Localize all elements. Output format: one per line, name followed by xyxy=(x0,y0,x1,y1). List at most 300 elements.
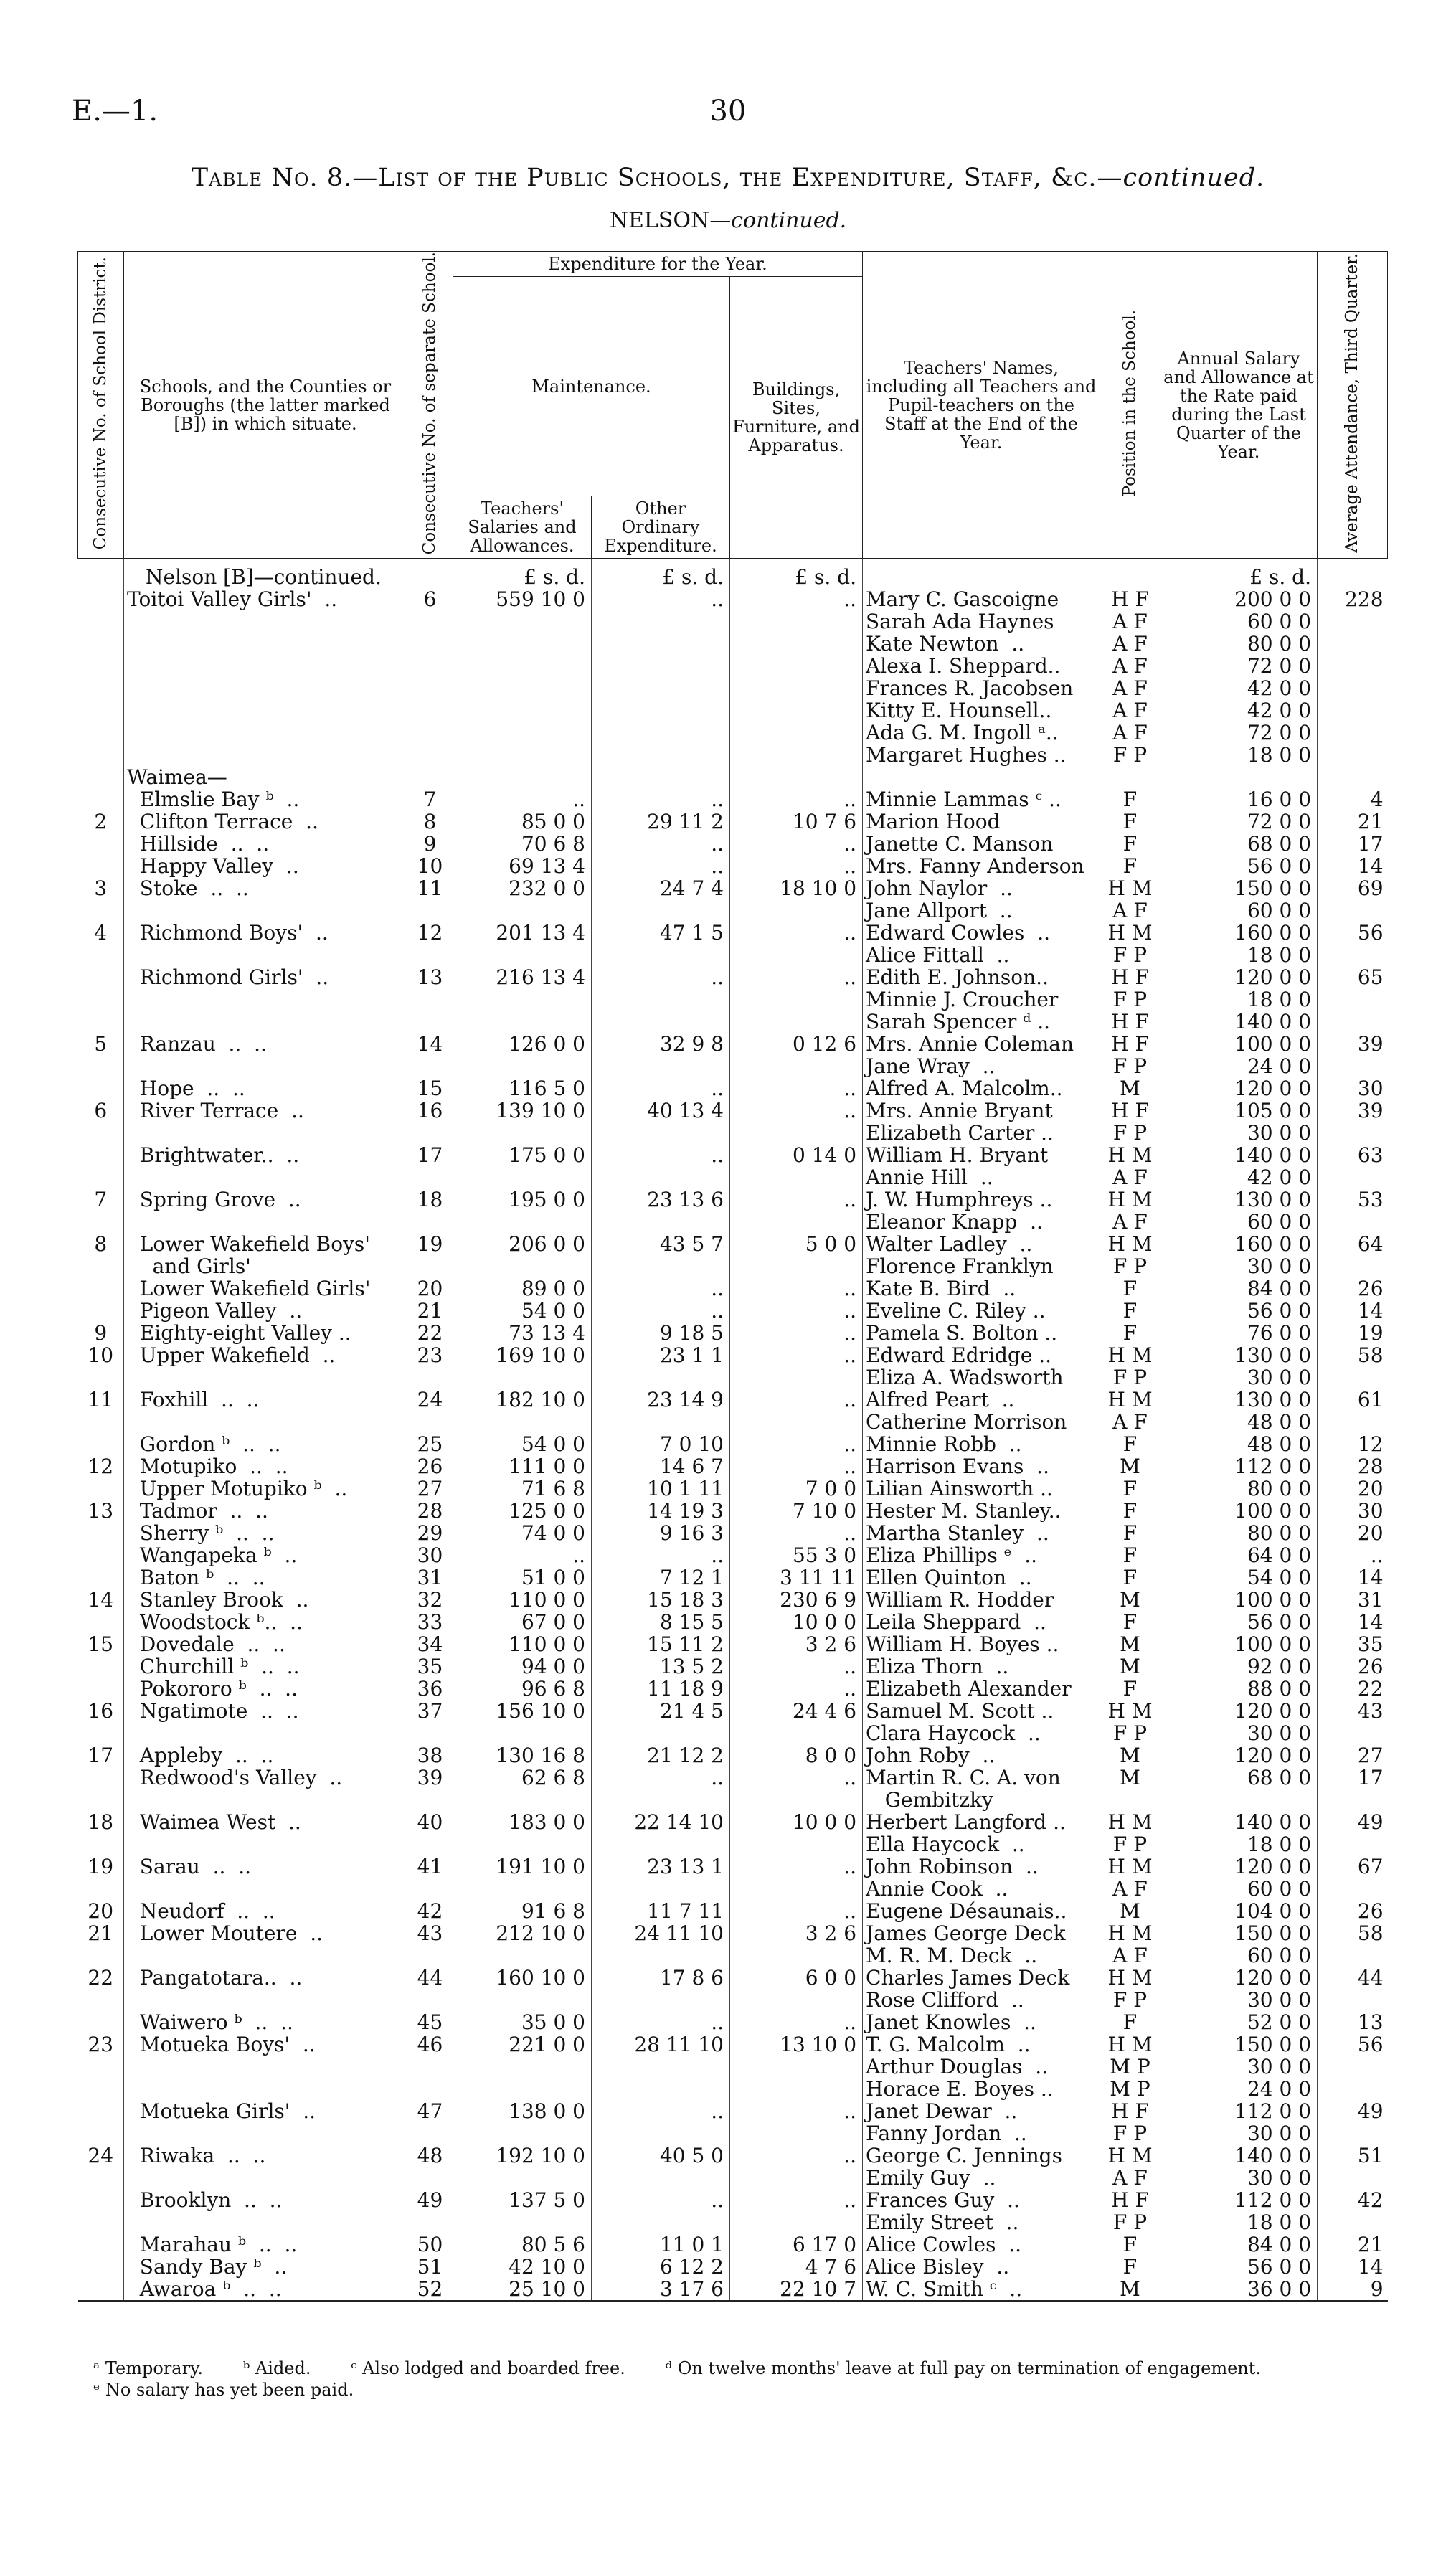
annual-salary: 100 0 0 xyxy=(1160,1633,1318,1655)
buildings: 3 2 6 xyxy=(730,1633,863,1655)
position: F P xyxy=(1100,1722,1160,1744)
district-no: 12 xyxy=(88,1455,114,1478)
school-no: 14 xyxy=(407,1033,453,1055)
salaries xyxy=(453,1122,592,1144)
buildings: 10 0 0 xyxy=(730,1811,863,1833)
school-name: Motueka Girls' .. xyxy=(124,2100,407,2122)
table-row xyxy=(78,1922,1388,1944)
school-no xyxy=(407,677,453,699)
district-suffix: continued. xyxy=(731,208,847,233)
annual-salary: 120 0 0 xyxy=(1160,1855,1318,1878)
annual-salary: 140 0 0 xyxy=(1160,1811,1318,1833)
buildings: .. xyxy=(730,2100,863,2122)
other-expenditure: .. xyxy=(592,2100,730,2122)
attendance xyxy=(1318,988,1388,1011)
annual-salary: 130 0 0 xyxy=(1160,1188,1318,1211)
buildings: 24 4 6 xyxy=(730,1700,863,1722)
district-no xyxy=(78,2167,124,2189)
position: H M xyxy=(1100,1389,1160,1411)
position: F P xyxy=(1100,1366,1160,1389)
position: F xyxy=(1100,1611,1160,1633)
other-expenditure: 15 18 3 xyxy=(592,1589,730,1611)
table-row xyxy=(78,1722,1388,1744)
school-name: Foxhill .. .. xyxy=(124,1389,407,1411)
table-row xyxy=(78,1700,1388,1722)
salaries: 130 16 8 xyxy=(453,1744,592,1767)
buildings: 0 12 6 xyxy=(730,1033,863,1055)
buildings: .. xyxy=(730,855,863,877)
annual-salary xyxy=(1160,766,1318,788)
school-no: 47 xyxy=(407,2100,453,2122)
school-no xyxy=(407,2078,453,2100)
table-row xyxy=(78,1655,1388,1678)
district-no: 2 xyxy=(94,810,108,833)
school-name xyxy=(124,722,407,744)
annual-salary: 100 0 0 xyxy=(1160,1033,1318,1055)
school-name: Lower Wakefield Boys' xyxy=(124,1233,407,1255)
caption-main: List of the Public Schools, the Expenditure, Staff, &c.— xyxy=(378,164,1123,192)
annual-salary: 68 0 0 xyxy=(1160,1767,1318,1789)
teacher-name: Alice Bisley .. xyxy=(863,2256,1100,2278)
buildings: 230 6 9 xyxy=(730,1589,863,1611)
school-name: Appleby .. .. xyxy=(124,1744,407,1767)
table-row xyxy=(78,699,1388,722)
teacher-name: William H. Bryant xyxy=(863,1144,1100,1166)
other-expenditure xyxy=(592,744,730,766)
teacher-name: Mrs. Annie Bryant xyxy=(863,1099,1100,1122)
buildings: 3 2 6 xyxy=(730,1922,863,1944)
teacher-name: Samuel M. Scott .. xyxy=(863,1700,1100,1722)
district-no xyxy=(78,1833,124,1855)
school-name xyxy=(124,699,407,722)
other-expenditure: .. xyxy=(592,2189,730,2211)
salaries xyxy=(453,1833,592,1855)
attendance xyxy=(1318,899,1388,922)
page-header xyxy=(72,95,1384,138)
table-row xyxy=(78,899,1388,922)
position: F P xyxy=(1100,1055,1160,1077)
teacher-name: Margaret Hughes .. xyxy=(863,744,1100,766)
col-maintenance: Maintenance. xyxy=(453,277,730,496)
school-name: Ranzau .. .. xyxy=(124,1033,407,1055)
annual-salary: 18 0 0 xyxy=(1160,1833,1318,1855)
teacher-name: Harrison Evans .. xyxy=(863,1455,1100,1477)
teacher-name: Jane Allport .. xyxy=(863,899,1100,922)
position: H M xyxy=(1100,1233,1160,1255)
teacher-name: Horace E. Boyes .. xyxy=(863,2078,1100,2100)
table-row xyxy=(78,1611,1388,1633)
annual-salary: 48 0 0 xyxy=(1160,1433,1318,1455)
other-expenditure xyxy=(592,1366,730,1389)
other-expenditure: .. xyxy=(592,1077,730,1099)
other-expenditure: 7 0 10 xyxy=(592,1433,730,1455)
annual-salary: 30 0 0 xyxy=(1160,1989,1318,2011)
school-name xyxy=(124,744,407,766)
teacher-name: Sarah Spencer ᵈ .. xyxy=(863,1011,1100,1033)
buildings xyxy=(730,744,863,766)
buildings xyxy=(730,1211,863,1233)
salaries: 70 6 8 xyxy=(453,833,592,855)
school-no: 42 xyxy=(407,1900,453,1922)
district-no xyxy=(78,1211,124,1233)
attendance: 43 xyxy=(1318,1700,1388,1722)
annual-salary: 72 0 0 xyxy=(1160,722,1318,744)
teacher-name: Rose Clifford .. xyxy=(863,1989,1100,2011)
school-name xyxy=(124,1722,407,1744)
buildings: .. xyxy=(730,1433,863,1455)
school-no: 48 xyxy=(407,2144,453,2167)
other-expenditure: .. xyxy=(592,1144,730,1166)
annual-salary: 150 0 0 xyxy=(1160,2033,1318,2056)
col-position: Position in the School. xyxy=(1100,251,1160,559)
other-expenditure xyxy=(592,655,730,677)
attendance xyxy=(1318,1166,1388,1188)
district-no xyxy=(78,588,124,610)
school-name: Richmond Boys' .. xyxy=(124,922,407,944)
teacher-name: Gembitzky xyxy=(863,1789,1100,1811)
salaries xyxy=(453,744,592,766)
school-no xyxy=(407,2167,453,2189)
position: F xyxy=(1100,833,1160,855)
school-no: 10 xyxy=(407,855,453,877)
position: A F xyxy=(1100,1878,1160,1900)
buildings: .. xyxy=(730,1077,863,1099)
table-row xyxy=(78,1500,1388,1522)
attendance: 228 xyxy=(1318,588,1388,610)
school-name: Sarau .. .. xyxy=(124,1855,407,1878)
other-expenditure: 22 14 10 xyxy=(592,1811,730,1833)
school-no xyxy=(407,988,453,1011)
buildings xyxy=(730,1833,863,1855)
teacher-name: Arthur Douglas .. xyxy=(863,2056,1100,2078)
annual-salary: 42 0 0 xyxy=(1160,677,1318,699)
teacher-name: Annie Cook .. xyxy=(863,1878,1100,1900)
teacher-name: Janet Knowles .. xyxy=(863,2011,1100,2033)
school-no xyxy=(407,2122,453,2144)
position: H M xyxy=(1100,2033,1160,2056)
annual-salary: 30 0 0 xyxy=(1160,2056,1318,2078)
position: F P xyxy=(1100,1255,1160,1277)
buildings xyxy=(730,2211,863,2233)
school-no: 41 xyxy=(407,1855,453,1878)
district-no xyxy=(78,944,124,966)
table-row xyxy=(78,1433,1388,1455)
attendance xyxy=(1318,1411,1388,1433)
position: H M xyxy=(1100,1144,1160,1166)
attendance xyxy=(1318,1789,1388,1811)
school-name xyxy=(124,1789,407,1811)
annual-salary: 80 0 0 xyxy=(1160,1522,1318,1544)
position: H M xyxy=(1100,1700,1160,1722)
salaries: 212 10 0 xyxy=(453,1922,592,1944)
salaries: 110 0 0 xyxy=(453,1633,592,1655)
other-expenditure: 23 14 9 xyxy=(592,1389,730,1411)
annual-salary: 130 0 0 xyxy=(1160,1344,1318,1366)
teacher-name: Ella Haycock .. xyxy=(863,1833,1100,1855)
teacher-name: Alice Fittall .. xyxy=(863,944,1100,966)
district-no xyxy=(78,2122,124,2144)
other-expenditure xyxy=(592,1166,730,1188)
district-no xyxy=(78,2011,124,2033)
salaries: 111 0 0 xyxy=(453,1455,592,1477)
teacher-name: James George Deck xyxy=(863,1922,1100,1944)
teacher-name: John Roby .. xyxy=(863,1744,1100,1767)
table-row xyxy=(78,1366,1388,1389)
attendance: 4 xyxy=(1318,788,1388,810)
teacher-name: Frances R. Jacobsen xyxy=(863,677,1100,699)
district-no xyxy=(78,899,124,922)
other-expenditure: .. xyxy=(592,833,730,855)
table-row xyxy=(78,610,1388,633)
attendance xyxy=(1318,1211,1388,1233)
school-no: 33 xyxy=(407,1611,453,1633)
attendance: 56 xyxy=(1318,922,1388,944)
teacher-name: Elizabeth Carter .. xyxy=(863,1122,1100,1144)
school-name: Toitoi Valley Girls' .. xyxy=(124,588,407,610)
col-other-expenditure: Other Ordinary Expenditure. xyxy=(592,496,730,559)
salaries: 169 10 0 xyxy=(453,1344,592,1366)
salaries: 25 10 0 xyxy=(453,2278,592,2301)
school-name: Dovedale .. .. xyxy=(124,1633,407,1655)
table-row xyxy=(78,1744,1388,1767)
position: H F xyxy=(1100,1011,1160,1033)
school-no: 8 xyxy=(407,810,453,833)
attendance xyxy=(1318,1011,1388,1033)
table-row xyxy=(78,1566,1388,1589)
other-expenditure: 23 13 6 xyxy=(592,1188,730,1211)
position: H M xyxy=(1100,922,1160,944)
teacher-name: Emily Guy .. xyxy=(863,2167,1100,2189)
school-no xyxy=(407,1166,453,1188)
other-expenditure xyxy=(592,1411,730,1433)
district-no: 17 xyxy=(88,1744,114,1767)
attendance: 64 xyxy=(1318,1233,1388,1255)
other-expenditure: 11 18 9 xyxy=(592,1678,730,1700)
school-no xyxy=(407,766,453,788)
position: M xyxy=(1100,1767,1160,1789)
other-expenditure: 40 13 4 xyxy=(592,1099,730,1122)
annual-salary: 60 0 0 xyxy=(1160,1878,1318,1900)
annual-salary: 120 0 0 xyxy=(1160,966,1318,988)
district-no xyxy=(78,1055,124,1077)
position: H F xyxy=(1100,2189,1160,2211)
salaries xyxy=(453,1211,592,1233)
district-no xyxy=(78,1277,124,1300)
caption-prefix: Table No. 8.— xyxy=(191,164,379,192)
district-no xyxy=(78,1767,124,1789)
school-no xyxy=(407,633,453,655)
other-expenditure: 13 5 2 xyxy=(592,1655,730,1678)
attendance xyxy=(1318,1722,1388,1744)
attendance xyxy=(1318,1055,1388,1077)
position: A F xyxy=(1100,677,1160,699)
district-no xyxy=(78,2211,124,2233)
school-no: 32 xyxy=(407,1589,453,1611)
district-no: 18 xyxy=(88,1811,114,1834)
school-name: Clifton Terrace .. xyxy=(124,810,407,833)
position: H F xyxy=(1100,966,1160,988)
teacher-name: Minnie Lammas ᶜ .. xyxy=(863,788,1100,810)
school-no xyxy=(407,610,453,633)
other-expenditure: 23 13 1 xyxy=(592,1855,730,1878)
attendance xyxy=(1318,744,1388,766)
school-no: 39 xyxy=(407,1767,453,1789)
school-no xyxy=(407,655,453,677)
district-no: 13 xyxy=(88,1500,114,1523)
teacher-name: Janette C. Manson xyxy=(863,833,1100,855)
attendance: 22 xyxy=(1318,1678,1388,1700)
teacher-name: Edward Cowles .. xyxy=(863,922,1100,944)
school-no: 16 xyxy=(407,1099,453,1122)
school-no xyxy=(407,1011,453,1033)
salaries: 156 10 0 xyxy=(453,1700,592,1722)
school-name: Marahau ᵇ .. .. xyxy=(124,2233,407,2256)
school-no: 21 xyxy=(407,1300,453,1322)
position: A F xyxy=(1100,2167,1160,2189)
district-no xyxy=(78,1878,124,1900)
other-expenditure: 24 11 10 xyxy=(592,1922,730,1944)
district-no xyxy=(78,633,124,655)
table-row xyxy=(78,1389,1388,1411)
annual-salary: 60 0 0 xyxy=(1160,610,1318,633)
school-name xyxy=(124,1366,407,1389)
table-row xyxy=(78,833,1388,855)
table-row xyxy=(78,1300,1388,1322)
buildings: 6 17 0 xyxy=(730,2233,863,2256)
district-heading xyxy=(72,208,1384,233)
teacher-name: Marion Hood xyxy=(863,810,1100,833)
table-row xyxy=(78,1811,1388,1833)
salaries xyxy=(453,766,592,788)
school-no xyxy=(407,1411,453,1433)
attendance: 53 xyxy=(1318,1188,1388,1211)
annual-salary: 24 0 0 xyxy=(1160,1055,1318,1077)
attendance: 14 xyxy=(1318,2256,1388,2278)
teacher-name: Alexa I. Sheppard.. xyxy=(863,655,1100,677)
table-row xyxy=(78,677,1388,699)
position: A F xyxy=(1100,1211,1160,1233)
school-name: Redwood's Valley .. xyxy=(124,1767,407,1789)
school-no: 36 xyxy=(407,1678,453,1700)
buildings: .. xyxy=(730,1389,863,1411)
school-no: 22 xyxy=(407,1322,453,1344)
district-no xyxy=(78,2056,124,2078)
school-name: Ngatimote .. .. xyxy=(124,1700,407,1722)
table-row xyxy=(78,1322,1388,1344)
salaries: 216 13 4 xyxy=(453,966,592,988)
attendance: 63 xyxy=(1318,1144,1388,1166)
other-expenditure: 14 19 3 xyxy=(592,1500,730,1522)
position: F xyxy=(1100,1522,1160,1544)
school-no xyxy=(407,1789,453,1811)
position: A F xyxy=(1100,699,1160,722)
other-expenditure xyxy=(592,1878,730,1900)
salaries xyxy=(453,2122,592,2144)
salaries: 559 10 0 xyxy=(453,588,592,610)
salaries: 125 0 0 xyxy=(453,1500,592,1522)
school-no xyxy=(407,1122,453,1144)
buildings xyxy=(730,610,863,633)
buildings: 0 14 0 xyxy=(730,1144,863,1166)
attendance: 21 xyxy=(1318,810,1388,833)
other-expenditure: 21 12 2 xyxy=(592,1744,730,1767)
school-no: 44 xyxy=(407,1967,453,1989)
other-expenditure: 17 8 6 xyxy=(592,1967,730,1989)
other-expenditure: 21 4 5 xyxy=(592,1700,730,1722)
other-expenditure xyxy=(592,1122,730,1144)
position: F P xyxy=(1100,1833,1160,1855)
table-row xyxy=(78,966,1388,988)
attendance xyxy=(1318,2056,1388,2078)
other-expenditure: .. xyxy=(592,2011,730,2033)
position: F xyxy=(1100,1300,1160,1322)
position: M xyxy=(1100,1455,1160,1477)
position: A F xyxy=(1100,633,1160,655)
school-name: Pokororo ᵇ .. .. xyxy=(124,1678,407,1700)
table-row xyxy=(78,944,1388,966)
col-teachers-salaries: Teachers' Salaries and Allowances. xyxy=(453,496,592,559)
attendance: 67 xyxy=(1318,1855,1388,1878)
page-number: 30 xyxy=(709,95,747,128)
buildings xyxy=(730,699,863,722)
school-no xyxy=(407,1944,453,1967)
district-no xyxy=(78,988,124,1011)
district-no: 21 xyxy=(88,1922,114,1945)
district-no xyxy=(78,1144,124,1166)
table-row xyxy=(78,722,1388,744)
school-name: Sandy Bay ᵇ .. xyxy=(124,2256,407,2278)
salaries: 232 0 0 xyxy=(453,877,592,899)
position: H F xyxy=(1100,1099,1160,1122)
table-row xyxy=(78,1411,1388,1433)
teacher-name: Elizabeth Alexander xyxy=(863,1678,1100,1700)
school-name xyxy=(124,1944,407,1967)
table-row xyxy=(78,766,1388,788)
attendance: 39 xyxy=(1318,1099,1388,1122)
buildings: .. xyxy=(730,1455,863,1477)
salaries: 221 0 0 xyxy=(453,2033,592,2056)
district-no xyxy=(78,1566,124,1589)
annual-salary: 130 0 0 xyxy=(1160,1389,1318,1411)
position: F xyxy=(1100,2256,1160,2278)
school-name: Hope .. .. xyxy=(124,1077,407,1099)
school-name: Spring Grove .. xyxy=(124,1188,407,1211)
teacher-name: Martin R. C. A. von xyxy=(863,1767,1100,1789)
other-expenditure: 10 1 11 xyxy=(592,1477,730,1500)
salaries: 137 5 0 xyxy=(453,2189,592,2211)
buildings xyxy=(730,722,863,744)
school-no xyxy=(407,1878,453,1900)
district-no: 23 xyxy=(88,2033,114,2056)
col-consec-district: Consecutive No. of School District. xyxy=(78,251,124,559)
attendance: 49 xyxy=(1318,2100,1388,2122)
attendance: 26 xyxy=(1318,1900,1388,1922)
position: F xyxy=(1100,1500,1160,1522)
table-row xyxy=(78,1166,1388,1188)
table-row xyxy=(78,1544,1388,1566)
annual-salary: 30 0 0 xyxy=(1160,2167,1318,2189)
buildings: 8 0 0 xyxy=(730,1744,863,1767)
salaries: 192 10 0 xyxy=(453,2144,592,2167)
table-row xyxy=(78,1455,1388,1477)
other-expenditure xyxy=(592,2122,730,2144)
position: M xyxy=(1100,1744,1160,1767)
salaries: 80 5 6 xyxy=(453,2233,592,2256)
school-name: and Girls' xyxy=(124,1255,407,1277)
attendance: 28 xyxy=(1318,1455,1388,1477)
table-row xyxy=(78,744,1388,766)
salaries: 54 0 0 xyxy=(453,1300,592,1322)
